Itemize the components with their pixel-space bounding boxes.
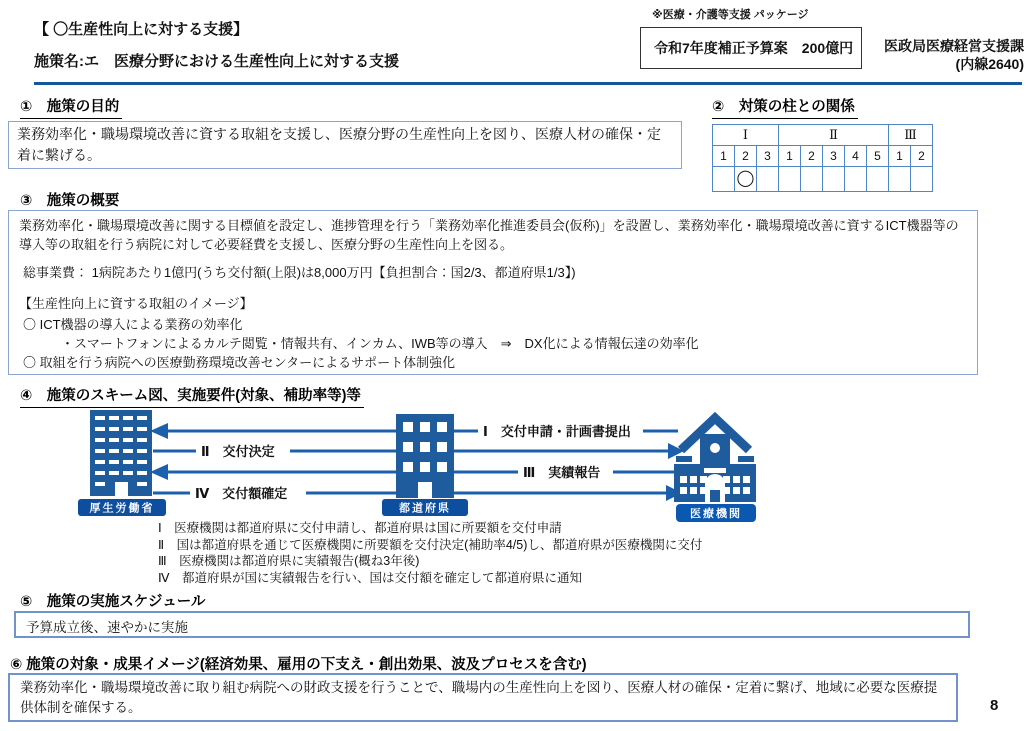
section1-body: 業務効率化・職場環境改善に資する取組を支援し、医療分野の生産性向上を図り、医療人材の確保・定着に繋げる。 xyxy=(17,126,661,163)
prefecture-building-icon xyxy=(382,414,468,516)
flow-2-label: Ⅱ 交付決定 xyxy=(201,444,275,459)
pillar-group-1: Ⅰ xyxy=(713,125,779,146)
section1-box xyxy=(8,121,682,169)
department-block xyxy=(860,37,1024,73)
section3-bullet1: 〇 ICT機器の導入による業務の効率化 xyxy=(23,317,243,332)
page-number: 8 xyxy=(990,697,999,714)
budget-box xyxy=(640,27,862,69)
pillar-group-row xyxy=(713,125,933,146)
section6-heading: ⑥ 施策の対象・成果イメージ(経済効果、雇用の下支え・創出効果、波及プロセスを含む) xyxy=(10,653,590,677)
department-name: 医政局医療経営支援課 xyxy=(884,38,1024,54)
scheme-note-1: Ⅰ 医療機関は都道府県に交付申請し、都道府県は国に所要額を交付申請 xyxy=(158,521,562,535)
section3-heading: ③ 施策の概要 xyxy=(20,189,122,213)
section3-box xyxy=(8,210,978,375)
section5-box xyxy=(14,611,970,638)
pillar-mark-row xyxy=(713,167,933,192)
section4-heading: ④ 施策のスキーム図、実施要件(対象、補助率等)等 xyxy=(20,384,364,408)
scheme-note-4: Ⅳ 都道府県が国に実績報告を行い、国は交付額を確定して都道府県に通知 xyxy=(158,570,583,585)
package-note: ※医療・介護等支援 パッケージ xyxy=(652,9,809,21)
pillar-mark-circle: ◯ xyxy=(735,167,757,192)
scheme-diagram xyxy=(78,406,778,524)
section6-body: 業務効率化・職場環境改善に取り組む病院への財政支援を行うことで、職場内の生産性向上を図り、医療人材の確保・定着に繋げ、地域に必要な医療提供体制を確保する。 xyxy=(20,680,938,715)
section5-body: 予算成立後、速やかに実施 xyxy=(26,620,188,635)
mhlw-badge-label: 厚生労働省 xyxy=(89,502,155,515)
section6-box xyxy=(8,673,958,722)
budget-amount: 令和7年度補正予算案 200億円 xyxy=(654,40,854,56)
prefecture-badge-label: 都道府県 xyxy=(399,502,451,515)
flow-3-arrowhead-left xyxy=(150,464,168,480)
scheme-note-2: Ⅱ 国は都道府県を通じて医療機関に所要額を交付決定(補助率4/5)し、都道府県が医療機関に交付 xyxy=(158,537,703,552)
header-divider xyxy=(34,82,1022,85)
medical-badge-label: 医療機関 xyxy=(690,508,742,520)
flow-3-label: Ⅲ 実績報告 xyxy=(523,465,601,480)
medical-institution-icon xyxy=(674,418,756,522)
pillar-number-row: 1 2 3 1 2 3 4 5 1 2 xyxy=(713,146,933,167)
flow-4-label: Ⅳ 交付額確定 xyxy=(195,486,288,501)
section5-heading: ⑤ 施策の実施スケジュール xyxy=(20,590,208,614)
scheme-notes xyxy=(158,520,702,586)
flow-1-label: Ⅰ 交付申請・計画書提出 xyxy=(483,424,631,439)
section3-bullet2: 〇 取組を行う病院への医療勤務環境改善センターによるサポート体制強化 xyxy=(23,355,456,370)
section1-heading: ① 施策の目的 xyxy=(20,95,122,119)
flow-1-arrowhead-left xyxy=(150,423,168,439)
section2-heading: ② 対策の柱との関係 xyxy=(712,95,858,119)
pillar-group-3: Ⅲ xyxy=(889,125,933,146)
section3-bullet1-sub: ・スマートフォンによるカルテ閲覧・情報共有、インカム、IWB等の導入 ⇒ DX化による情報伝達の効率化 xyxy=(61,336,699,351)
scheme-note-3: Ⅲ 医療機関は都道府県に実績報告(概ね3年後) xyxy=(158,554,420,568)
pillar-relation-table xyxy=(712,124,933,192)
department-extension: (内線2640) xyxy=(955,56,1024,72)
slide-title: 【 〇生産性向上に対する支援】 xyxy=(34,21,249,38)
slide-subtitle: 施策名:エ 医療分野における生産性向上に対する支援 xyxy=(34,53,399,70)
section3-image-heading: 【生産性向上に資する取組のイメージ】 xyxy=(19,296,253,311)
pillar-group-2: Ⅱ xyxy=(779,125,889,146)
section3-total-cost: 総事業費： 1病院あたり1億円(うち交付額(上限)は8,000万円【負担割合：国2/3、都道府県1/3】) xyxy=(23,265,576,280)
section3-overview: 業務効率化・職場環境改善に関する目標値を設定し、進捗管理を行う「業務効率化推進委員会(仮称)」を設置し、業務効率化・職場環境改善に資するICT機器等の導入等の取組を行う病院に対して必要経費を支援し、医療分野の生産性向上を図る。 xyxy=(19,218,959,252)
mhlw-building-icon xyxy=(78,410,166,516)
